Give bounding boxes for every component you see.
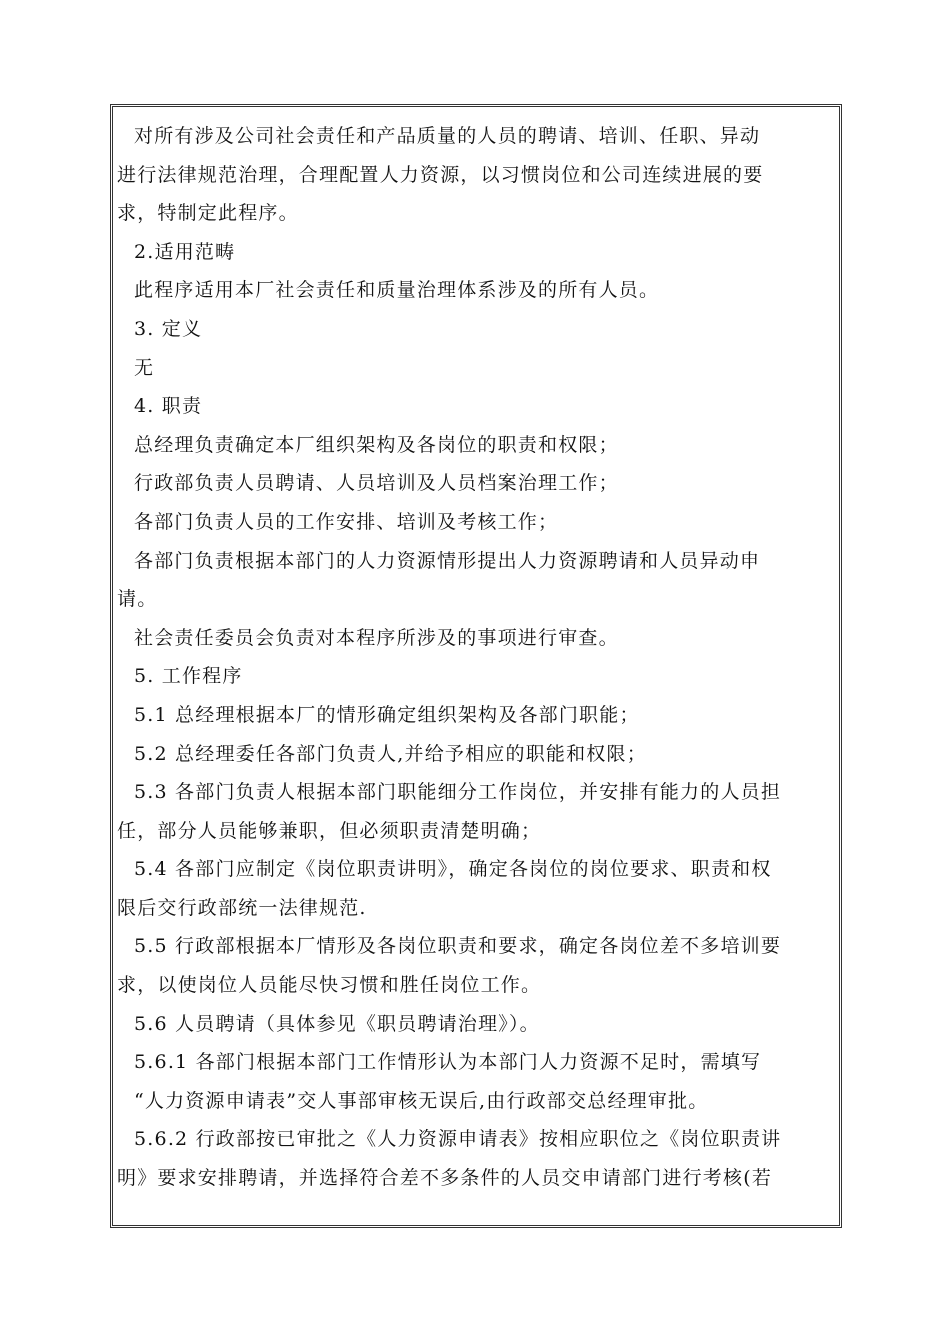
text-line: 5.5 行政部根据本厂情形及各岗位职责和要求，确定各岗位差不多培训要 [134, 935, 782, 958]
text-line: 2.适用范畴 [134, 240, 236, 263]
text-line: 5.3 各部门负责人根据本部门职能细分工作岗位，并安排有能力的人员担 [134, 781, 782, 804]
text-line: 5.2 总经理委任各部门负责人,并给予相应的职能和权限； [134, 742, 647, 765]
text-line: 各部门负责人员的工作安排、培训及考核工作； [134, 510, 559, 533]
text-line: 求，特制定此程序。 [117, 202, 299, 225]
text-line: 明》要求安排聘请，并选择符合差不多条件的人员交申请部门进行考核(若 [117, 1167, 773, 1190]
document-frame [110, 104, 842, 1228]
text-line: 此程序适用本厂社会责任和质量治理体系涉及的所有人员。 [134, 279, 660, 302]
text-line: 社会责任委员会负责对本程序所涉及的事项进行审查。 [134, 626, 619, 649]
text-line: 无 [134, 356, 155, 379]
text-line: 5.4 各部门应制定《岗位职责讲明》，确定各岗位的岗位要求、职责和权 [134, 858, 772, 881]
text-line: 进行法律规范治理，合理配置人力资源，以习惯岗位和公司连续进展的要 [117, 163, 764, 186]
text-line: 5.6.2 行政部按已审批之《人力资源申请表》按相应职位之《岗位职责讲 [134, 1128, 782, 1151]
document-body [117, 117, 835, 1198]
text-line: 5. 工作程序 [134, 665, 243, 688]
text-line: 任，部分人员能够兼职，但必须职责清楚明确； [117, 819, 542, 842]
text-line: 5.6.1 各部门根据本部门工作情形认为本部门人力资源不足时，需填写 [134, 1051, 762, 1074]
text-line: 求，以使岗位人员能尽快习惯和胜任岗位工作。 [117, 974, 542, 997]
text-line: 总经理负责确定本厂组织架构及各岗位的职责和权限； [134, 433, 619, 456]
text-line: 请。 [117, 588, 158, 611]
text-line: 各部门负责根据本部门的人力资源情形提出人力资源聘请和人员异动申 [134, 549, 761, 572]
text-line: 5.1 总经理根据本厂的情形确定组织架构及各部门职能； [134, 703, 640, 726]
text-line: 行政部负责人员聘请、人员培训及人员档案治理工作； [134, 472, 619, 495]
text-line: 3. 定义 [134, 317, 203, 340]
text-line: 限后交行政部统一法律规范. [117, 896, 367, 919]
text-line: 5.6 人员聘请（具体参见《职员聘请治理》）。 [134, 1012, 540, 1035]
text-line: 对所有涉及公司社会责任和产品质量的人员的聘请、培训、任职、异动 [134, 125, 761, 147]
text-line: 4. 职责 [134, 395, 203, 418]
text-line: “人力资源申请表”交人事部审核无误后,由行政部交总经理审批。 [134, 1089, 709, 1112]
